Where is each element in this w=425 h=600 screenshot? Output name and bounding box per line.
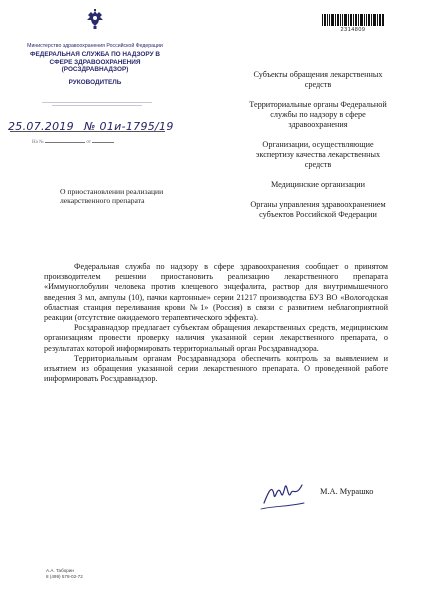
head-role: РУКОВОДИТЕЛЬ — [68, 78, 122, 86]
handwritten-signature — [258, 473, 308, 513]
executor-info — [46, 568, 83, 580]
service-name: ФЕДЕРАЛЬНАЯ СЛУЖБА ПО НАДЗОРУ В СФЕРЕ ЗДРАВООХРАНЕНИЯ (РОСЗДРАВНАДЗОР) — [30, 51, 160, 74]
address-block-faded — [32, 100, 162, 108]
recipient: Организации, осуществляющие экспертизу качества лекарственных средств — [255, 140, 381, 169]
reference-line — [32, 140, 114, 145]
ref-prefix: На № — [32, 140, 44, 145]
barcode-number: 2314809 — [340, 27, 366, 33]
executor-phone: 8 (499) 578-02-72 — [46, 573, 83, 579]
ministry-name: Министерство здравоохранения Российской Федерации — [27, 43, 163, 49]
letterhead — [20, 43, 170, 86]
registration-number: № 01и-1795/19 — [84, 120, 174, 133]
letter-body — [44, 262, 388, 384]
body-paragraph: Росздравнадзор предлагает субъектам обращения лекарственных средств, медицинским организациям провести проверку наличия указанной серии лекарственного препарата, о результатах которой информировать территориальный орган Росздравнадзора. — [44, 323, 388, 353]
recipients-list — [248, 70, 388, 230]
recipient: Медицинские организации — [270, 180, 366, 189]
registration-date: 25.07.2019 — [8, 120, 74, 133]
executor-name: А.А. Таборин — [46, 568, 74, 573]
barcode — [322, 14, 384, 26]
date-underline — [10, 131, 165, 132]
recipient: Субъекты обращения лекарственных средств — [253, 70, 383, 89]
signatory-name: М.А. Мурашко — [320, 487, 374, 496]
ref-from: от — [86, 140, 91, 145]
recipient: Органы управления здравоохранением субъектов Российской Федерации — [250, 200, 386, 219]
recipient: Территориальные органы Федеральной службы по надзору в сфере здравоохранения — [249, 100, 387, 129]
subject-line: О приостановлении реализации лекарственного препарата — [60, 187, 164, 206]
body-paragraph: Территориальным органам Росздравнадзора обеспечить контроль за выявлением и изъятием из обращения указанной серии лекарственного препарата. О проведенной работе информировать Росздравнадзор. — [44, 353, 388, 384]
body-paragraph: Федеральная служба по надзору в сфере здравоохранения сообщает о принятом производителем решении приостановить реализацию лекарственного препарата «Иммуноглобулин человека против клещевого энцефалита, раствор для внутримышечного введения 3 мл, ампулы (10), пачки картонные» серии 21217 производства БУЗ ВО «Вологодская областная станция переливания крови №1» (Россия) в связи с развитием неблагоприятной реакции (отсутствие ожидаемого терапевтического эффекта). — [44, 262, 388, 323]
eagle-emblem-icon — [84, 8, 106, 30]
